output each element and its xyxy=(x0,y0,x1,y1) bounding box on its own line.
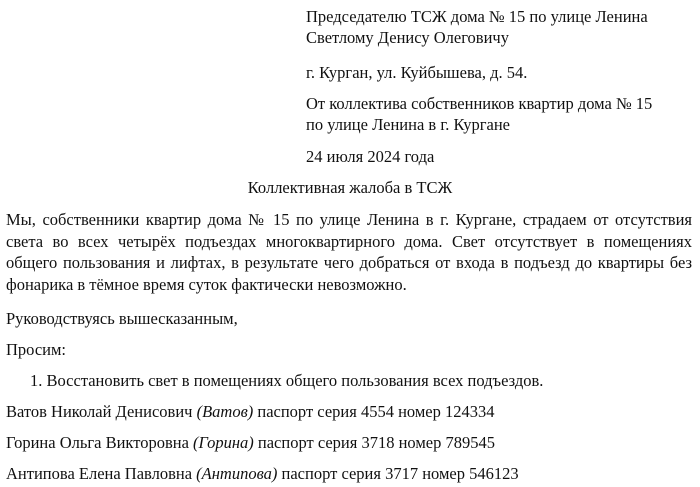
recipient-block xyxy=(306,6,696,48)
sender-line-2: по улице Ленина в г. Кургане xyxy=(306,115,510,134)
request-heading: Просим: xyxy=(6,340,67,359)
date-block xyxy=(306,146,696,167)
recipient-line-2: Светлому Денису Олеговичу xyxy=(306,28,509,47)
guided-line: Руководствуясь вышесказанным, xyxy=(6,309,238,328)
signatory-passport: паспорт серия 4554 номер 124334 xyxy=(257,402,495,421)
signatory-signature: (Горина) xyxy=(193,433,254,452)
signatory-passport: паспорт серия 3718 номер 789545 xyxy=(257,433,495,452)
request-item-1: 1. Восстановить свет в помещениях общего пользования всех подъездов. xyxy=(30,371,544,390)
signatory-name: Ватов Николай Денисович xyxy=(6,402,193,421)
signatory-name: Горина Ольга Викторовна xyxy=(6,433,189,452)
signatory-signature: (Ватов) xyxy=(196,402,254,421)
signatory-passport: паспорт серия 3717 номер 546123 xyxy=(281,464,519,483)
complaint-paragraph: Мы, собственники квартир дома № 15 по улице Ленина в г. Кургане, страдаем от отсутствия света во всех четырёх подъездах многоквартирного дома. Свет отсутствует в помещениях общего пользования и лифтах, в результате чего добраться от входа в подъезд до квартиры без фонарика в тёмное время суток фактически невозможно. xyxy=(6,210,692,294)
document-title: Коллективная жалоба в ТСЖ xyxy=(247,178,453,197)
sender-line-1: От коллектива собственников квартир дома № 15 xyxy=(306,94,653,113)
document-date: 24 июля 2024 года xyxy=(306,147,435,166)
signatory-name: Антипова Елена Павловна xyxy=(6,464,193,483)
address-block xyxy=(306,62,696,83)
recipient-line-1: Председателю ТСЖ дома № 15 по улице Ленина xyxy=(306,7,648,26)
signatory-signature: (Антипова) xyxy=(196,464,278,483)
address-line: г. Курган, ул. Куйбышева, д. 54. xyxy=(306,63,528,82)
sender-block xyxy=(306,93,696,135)
signatory-row xyxy=(6,401,494,422)
complaint-body xyxy=(6,209,692,295)
signatory-row xyxy=(6,463,519,484)
signatory-row xyxy=(6,432,495,453)
